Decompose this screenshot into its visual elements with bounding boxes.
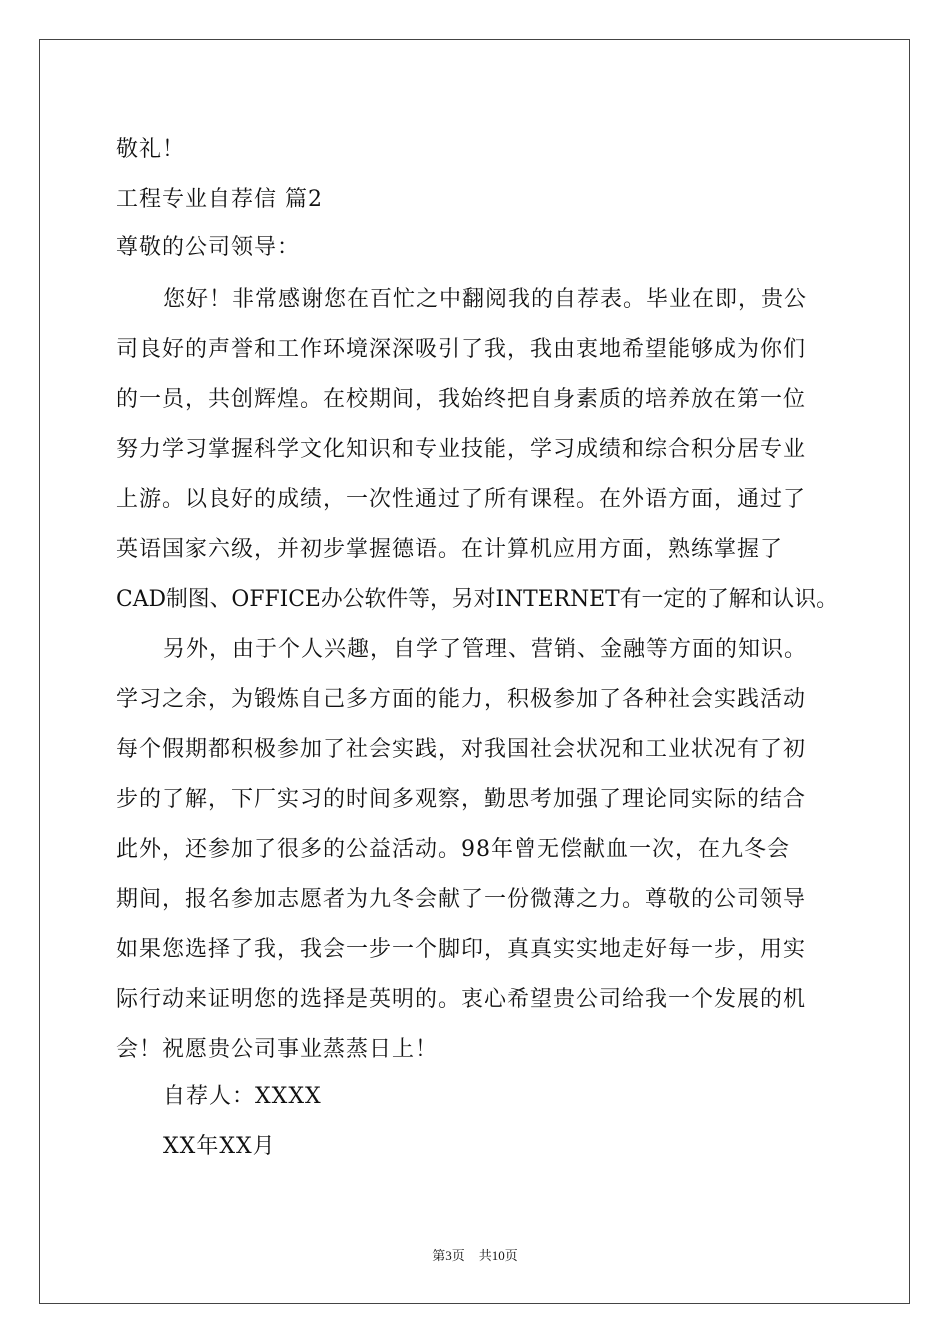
- page-number: 第3页: [432, 1248, 465, 1263]
- page-footer: [0, 1248, 950, 1264]
- paragraph2-line: 步的了解，下厂实习的时间多观察，勤思考加强了理论同实际的结合: [116, 787, 807, 812]
- page-total: 共10页: [478, 1248, 518, 1263]
- paragraph1-line: 上游。以良好的成绩，一次性通过了所有课程。在外语方面，通过了: [116, 487, 807, 512]
- paragraph2-line: 会！祝愿贵公司事业蒸蒸日上！: [116, 1037, 439, 1062]
- paragraph2-line: 此外，还参加了很多的公益活动。98年曾无偿献血一次，在九冬会: [116, 837, 790, 862]
- paragraph1-line: 您好！非常感谢您在百忙之中翻阅我的自荐表。毕业在即，贵公: [163, 287, 808, 312]
- paragraph1-line: 英语国家六级，并初步掌握德语。在计算机应用方面，熟练掌握了: [116, 537, 784, 562]
- paragraph2-line: 期间，报名参加志愿者为九冬会献了一份微薄之力。尊敬的公司领导: [116, 887, 807, 912]
- page-border: [39, 39, 910, 1304]
- paragraph1-line: 司良好的声誉和工作环境深深吸引了我，我由衷地希望能够成为你们: [116, 337, 807, 362]
- paragraph2-line: 学习之余，为锻炼自己多方面的能力，积极参加了各种社会实践活动: [116, 687, 807, 712]
- section-title: 工程专业自荐信 篇2: [116, 187, 323, 212]
- paragraph2-line: 如果您选择了我，我会一步一个脚印，真真实实地走好每一步，用实: [116, 937, 807, 962]
- paragraph1-line: CAD制图、OFFICE办公软件等，另对INTERNET有一定的了解和认识。: [116, 587, 838, 612]
- paragraph1-line: 的一员，共创辉煌。在校期间，我始终把自身素质的培养放在第一位: [116, 387, 807, 412]
- salutation: 尊敬的公司领导：: [116, 235, 301, 260]
- paragraph2-line: 另外，由于个人兴趣，自学了管理、营销、金融等方面的知识。: [163, 637, 808, 662]
- closing-line: 敬礼！: [116, 137, 186, 162]
- paragraph2-line: 际行动来证明您的选择是英明的。衷心希望贵公司给我一个发展的机: [116, 987, 807, 1012]
- date: XX年XX月: [163, 1134, 276, 1159]
- signature: 自荐人：XXXX: [163, 1084, 322, 1109]
- paragraph2-line: 每个假期都积极参加了社会实践，对我国社会状况和工业状况有了初: [116, 737, 807, 762]
- paragraph1-line: 努力学习掌握科学文化知识和专业技能，学习成绩和综合积分居专业: [116, 437, 807, 462]
